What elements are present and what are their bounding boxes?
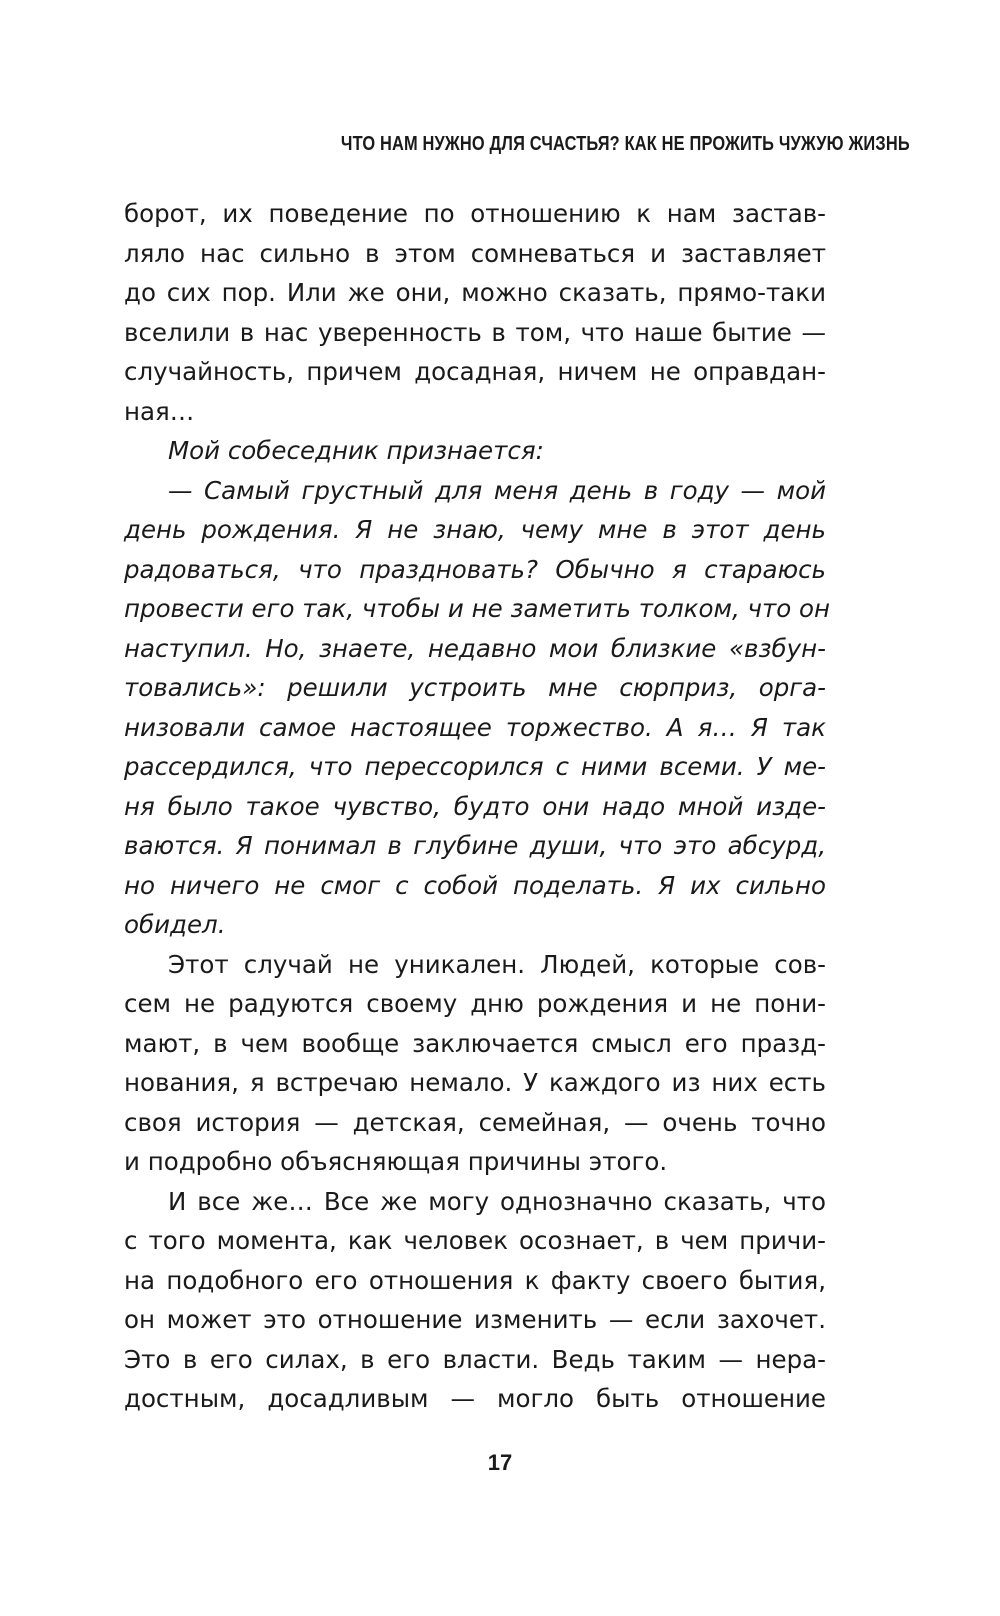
body-text bbox=[124, 194, 831, 1419]
text-line: и подробно объясняющая причины этого. bbox=[124, 1147, 668, 1176]
text-line: нования, я встречаю немало. У каждого из них есть bbox=[124, 1068, 826, 1097]
running-head: ЧТО НАМ НУЖНО ДЛЯ СЧАСТЬЯ? КАК НЕ ПРОЖИТЬ ЧУЖУЮ ЖИЗНЬ bbox=[341, 133, 910, 155]
text-line: своя история — детская, семейная, — очень точно bbox=[124, 1107, 826, 1137]
text-line: провести его так, чтобы и не заметить толком, что он bbox=[124, 594, 831, 623]
text-line: вселили в нас уверенность в том, что наше бытие — bbox=[124, 317, 826, 347]
text-line: день рождения. Я не знаю, чему мне в этот день bbox=[124, 515, 826, 544]
text-line: до сих пор. Или же они, можно сказать, прямо-таки bbox=[124, 278, 826, 307]
text-line: на подобного его отношения к факту своего бытия, bbox=[124, 1265, 826, 1295]
text-line: но ничего не смог с собой поделать. Я их сильно bbox=[124, 870, 826, 900]
text-line: низовали самое настоящее торжество. А я… Я так bbox=[124, 712, 826, 742]
text-line: Это в его силах, в его власти. Ведь таким — нера- bbox=[124, 1344, 826, 1374]
text-line: ная… bbox=[124, 396, 195, 426]
text-line: обидел. bbox=[124, 910, 226, 939]
page-number: 17 bbox=[487, 1450, 513, 1475]
text-line: — Самый грустный для меня день в году — мой bbox=[168, 475, 826, 505]
text-line: радоваться, что праздновать? Обычно я стараюсь bbox=[124, 554, 826, 584]
text-line: борот, их поведение по отношению к нам застав- bbox=[124, 199, 826, 228]
text-line: ваются. Я понимал в глубине души, что это абсурд, bbox=[124, 831, 826, 860]
text-line: Мой собеседник признается: bbox=[168, 436, 544, 465]
text-line: ляло нас сильно в этом сомневаться и заставляет bbox=[124, 238, 826, 268]
text-line: сем не радуются своему дню рождения и не пони- bbox=[124, 989, 826, 1018]
text-line: случайность, причем досадная, ничем не оправдан- bbox=[124, 357, 826, 386]
text-line: рассердился, что перессорился с ними всеми. У ме- bbox=[124, 752, 826, 781]
text-line: товались»: решили устроить мне сюрприз, орга- bbox=[124, 673, 826, 702]
text-line: он может это отношение изменить — если захочет. bbox=[124, 1305, 826, 1334]
text-line: И все же… Все же могу однозначно сказать, что bbox=[168, 1186, 826, 1216]
text-line: ня было такое чувство, будто они надо мной изде- bbox=[124, 791, 826, 821]
text-line: с того момента, как человек осознает, в чем причи- bbox=[124, 1226, 826, 1255]
text-line: Этот случай не уникален. Людей, которые сов- bbox=[168, 949, 826, 979]
text-line: наступил. Но, знаете, недавно мои близкие «взбун- bbox=[124, 633, 826, 663]
text-line: мают, в чем вообще заключается смысл его празд- bbox=[124, 1028, 826, 1058]
text-line: достным, досадливым — могло быть отношение bbox=[124, 1384, 826, 1413]
